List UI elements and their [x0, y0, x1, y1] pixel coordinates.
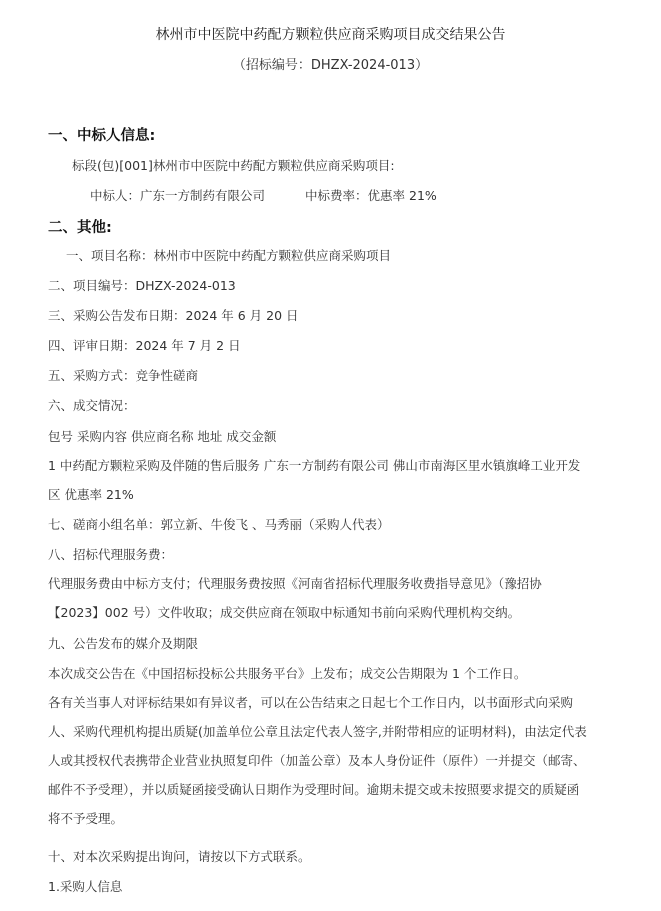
- purchaser-info-heading: 1.采购人信息: [48, 879, 123, 894]
- section-heading-winner: 一、中标人信息:: [48, 128, 156, 144]
- winner-line: [90, 186, 437, 204]
- item-procurement-method: 五、采购方式：竞争性磋商: [48, 368, 199, 383]
- deal-table-row: 1 中药配方颗粒采购及伴随的售后服务 广东一方制药有限公司 佛山市南海区里水镇旗峰工业开发区 优惠率 21%: [48, 458, 581, 502]
- item-contact: 十、对本次采购提出询问，请按以下方式联系。: [48, 849, 311, 864]
- agency-fee-body: 代理服务费由中标方支付；代理服务费按照《河南省招标代理服务收费指导意见》（豫招协【2023】002 号）文件收取；成交供应商在领取中标通知书前向采购代理机构交纳。: [48, 576, 542, 620]
- item-project-number: 二、项目编号：DHZX-2024-013: [48, 278, 236, 293]
- item-media: 九、公告发布的媒介及期限: [48, 636, 199, 651]
- lot-line: 标段(包)[001]林州市中医院中药配方颗粒供应商采购项目:: [72, 158, 395, 173]
- objection-body: 各有关当事人对评标结果如有异议者，可以在公告结束之日起七个工作日内，以书面形式向采购人、采购代理机构提出质疑(加盖单位公章且法定代表人签字,并附带相应的证明材料)，由法定代表人或其授权代表携带企业营业执照复印件（加盖公章）及本人身份证件（原件）一并提交（邮寄、邮件不予受理），并以质疑函接受确认日期作为受理时间。逾期未提交或未按照要求提交的质疑函将不予受理。: [48, 695, 587, 826]
- item-publish-date: 三、采购公告发布日期：2024 年 6 月 20 日: [48, 308, 299, 323]
- item-review-date: 四、评审日期：2024 年 7 月 2 日: [48, 338, 241, 353]
- page-subtitle: （招标编号：DHZX-2024-013）: [232, 58, 429, 73]
- section-heading-other: 二、其他:: [48, 220, 112, 236]
- winner-rate: 中标费率：优惠率 21%: [305, 188, 437, 203]
- item-agency-fee: 八、招标代理服务费：: [48, 547, 174, 562]
- item-deal-status: 六、成交情况：: [48, 398, 136, 413]
- deal-table-header: 包号 采购内容 供应商名称 地址 成交金额: [48, 429, 277, 444]
- item-panel-members: 七、磋商小组名单：郭立新、牛俊飞 、马秀丽（采购人代表）: [48, 517, 390, 532]
- winner-name: 中标人：广东一方制药有限公司: [90, 188, 266, 203]
- page-title: 林州市中医院中药配方颗粒供应商采购项目成交结果公告: [155, 27, 506, 43]
- item-project-name: 一、项目名称：林州市中医院中药配方颗粒供应商采购项目: [66, 248, 392, 263]
- media-body: 本次成交公告在《中国招标投标公共服务平台》上发布；成交公告期限为 1 个工作日。: [48, 666, 527, 681]
